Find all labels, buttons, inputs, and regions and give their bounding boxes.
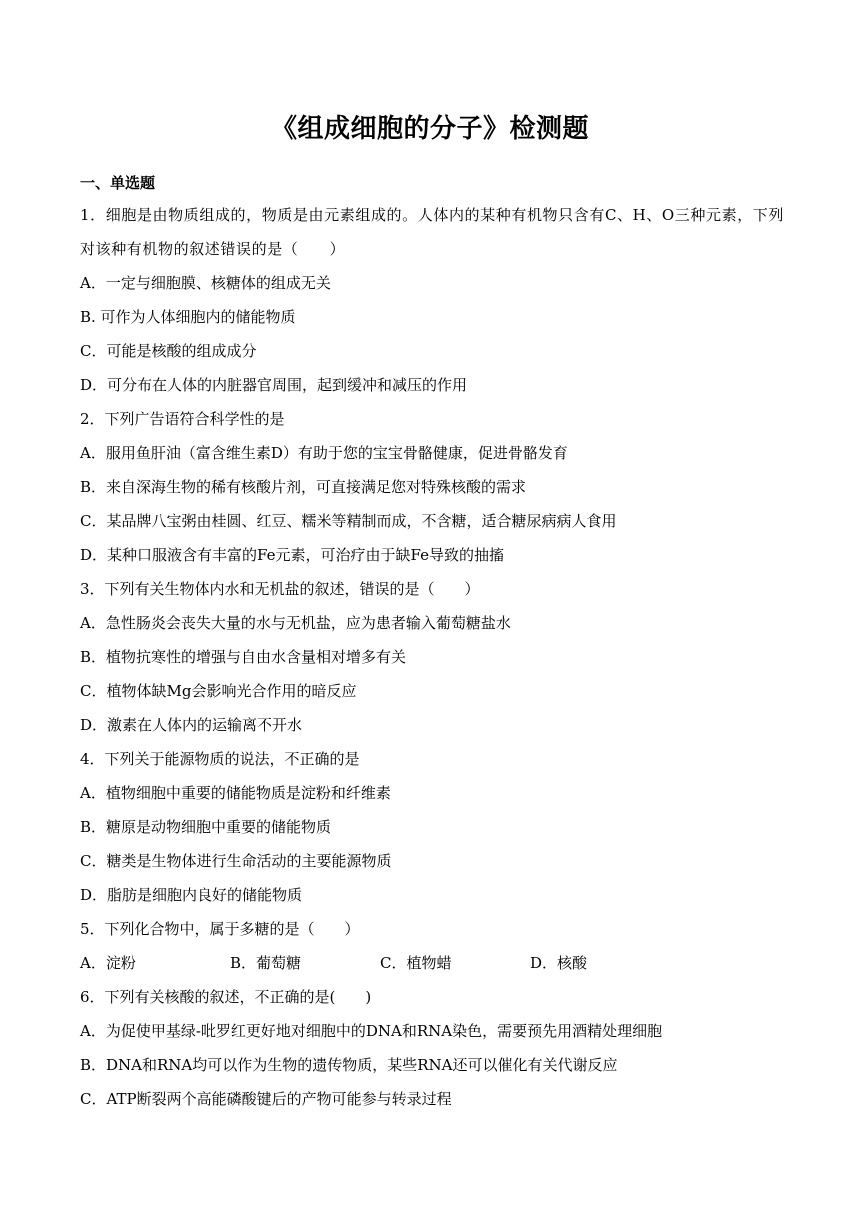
option-b: B．来自深海生物的稀有核酸片剂，可直接满足您对特殊核酸的需求 <box>80 478 527 496</box>
question-4 <box>80 742 800 912</box>
option-b: B．DNA和RNA均可以作为生物的遗传物质，某些RNA还可以催化有关代谢反应 <box>80 1056 618 1074</box>
question-stem: 4．下列关于能源物质的说法，不正确的是 <box>80 750 360 768</box>
document-title: 《组成细胞的分子》检测题 <box>270 114 589 144</box>
option-a: A．一定与细胞膜、核糖体的组成无关 <box>80 274 331 292</box>
option-c: C．植物体缺Mg会影响光合作用的暗反应 <box>80 682 357 700</box>
question-stem: 2．下列广告语符合科学性的是 <box>80 410 285 428</box>
option-c: C．某品牌八宝粥由桂圆、红豆、糯米等精制而成，不含糖，适合糖尿病病人食用 <box>80 512 617 530</box>
option-b: B. 可作为人体细胞内的储能物质 <box>80 308 296 326</box>
option-d: D．核酸 <box>530 954 588 972</box>
option-a: A．服用鱼肝油（富含维生素D）有助于您的宝宝骨骼健康，促进骨骼发育 <box>80 444 568 462</box>
option-d: D．脂肪是细胞内良好的储能物质 <box>80 886 303 904</box>
question-stem: 1．细胞是由物质组成的，物质是由元素组成的。人体内的某种有机物只含有C、H、O三种元素，下列对该种有机物的叙述错误的是（ ） <box>80 206 785 258</box>
option-c: C．ATP断裂两个高能磷酸键后的产物可能参与转录过程 <box>80 1090 452 1108</box>
option-a: A．急性肠炎会丧失大量的水与无机盐，应为患者输入葡萄糖盐水 <box>80 614 511 632</box>
option-b: B．葡萄糖 <box>230 954 302 972</box>
option-a: A．植物细胞中重要的储能物质是淀粉和纤维素 <box>80 784 391 802</box>
question-stem: 5．下列化合物中，属于多糖的是（ ） <box>80 920 360 938</box>
question-1 <box>80 198 800 402</box>
option-c: C．植物蜡 <box>380 954 452 972</box>
question-2 <box>80 402 800 572</box>
question-3 <box>80 572 800 742</box>
option-c: C．可能是核酸的组成成分 <box>80 342 257 360</box>
option-b: B．糖原是动物细胞中重要的储能物质 <box>80 818 332 836</box>
option-d: D．可分布在人体的内脏器官周围，起到缓冲和减压的作用 <box>80 376 468 394</box>
options-row <box>80 946 800 980</box>
option-a: A．为促使甲基绿-吡罗红更好地对细胞中的DNA和RNA染色，需要预先用酒精处理细胞 <box>80 1022 663 1040</box>
section-heading: 一、单选题 <box>80 174 156 192</box>
option-c: C．糖类是生物体进行生命活动的主要能源物质 <box>80 852 392 870</box>
option-b: B．植物抗寒性的增强与自由水含量相对增多有关 <box>80 648 407 666</box>
option-a: A．淀粉 <box>80 954 136 972</box>
question-5 <box>80 912 800 980</box>
question-stem: 6．下列有关核酸的叙述，不正确的是( ) <box>80 988 372 1006</box>
question-stem: 3．下列有关生物体内水和无机盐的叙述，错误的是（ ） <box>80 580 480 598</box>
document-body <box>80 168 800 1116</box>
option-d: D．某种口服液含有丰富的Fe元素，可治疗由于缺Fe导致的抽搐 <box>80 546 504 564</box>
question-6 <box>80 980 800 1116</box>
option-d: D．激素在人体内的运输离不开水 <box>80 716 303 734</box>
